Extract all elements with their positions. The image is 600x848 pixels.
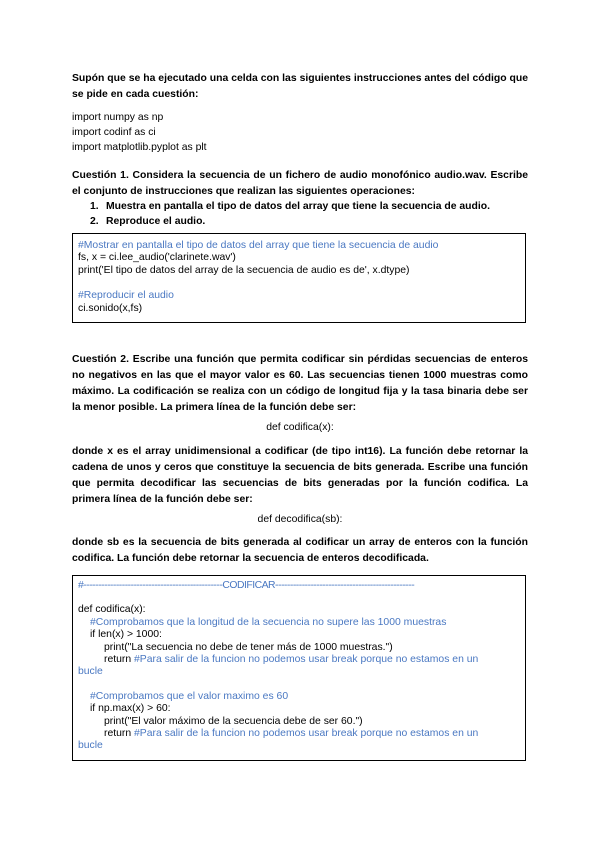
step-item: 1. Muestra en pantalla el tipo de datos del array que tiene la secuencia de audio.	[90, 201, 490, 212]
import-line: import matplotlib.pyplot as plt	[72, 142, 207, 153]
code-box-2	[72, 575, 526, 761]
intro-text: Supón que se ha ejecutado una celda con las siguientes instrucciones antes del código que se pide en cada cuestión:	[72, 73, 528, 100]
code-box-1	[72, 233, 526, 323]
code-line: def codifica(x):	[78, 604, 146, 616]
import-line: import codinf as ci	[72, 127, 156, 138]
code-comment: #Mostrar en pantalla el tipo de datos del array que tiene la secuencia de audio	[78, 240, 439, 251]
code-comment: #Comprobamos que el valor maximo es 60	[90, 690, 289, 702]
code-line: if len(x) > 1000:	[90, 629, 162, 641]
code-comment-wrap: bucle	[78, 666, 103, 678]
code-line: return #Para salir de la funcion no podemos usar break porque no estamos en un	[104, 728, 479, 740]
step-item: 2. Reproduce el audio.	[90, 216, 206, 227]
import-line: import numpy as np	[72, 112, 164, 123]
code-comment: #Reproducir el audio	[78, 290, 174, 302]
signature-codifica: def codifica(x):	[266, 422, 334, 433]
import-list	[72, 110, 528, 155]
code-line: fs, x = ci.lee_audio('clarinete.wav')	[78, 252, 236, 264]
code-line: ci.sonido(x,fs)	[78, 302, 143, 314]
code-line: if np.max(x) > 60:	[90, 703, 171, 715]
question-1-steps	[72, 199, 528, 229]
code-line: return #Para salir de la funcion no podemos usar break porque no estamos en un	[104, 654, 479, 666]
question-1-text: Cuestión 1. Considera la secuencia de un fichero de audio monofónico audio.wav. Escribe el conjunto de instrucciones que realizan las siguientes operaciones:	[72, 170, 528, 197]
code-comment-wrap: bucle	[78, 740, 103, 752]
signature-decodifica: def decodifica(sb):	[257, 514, 343, 525]
question-2-text-3: donde sb es la secuencia de bits generada al codificar un array de enteros con la función codifica. La función debe retornar la secuencia de enteros decodificada.	[72, 537, 528, 564]
code-line: print("La secuencia no debe de tener más de 1000 muestras.")	[104, 641, 393, 653]
code-header: #-----------------------------------------------CODIFICAR-----------------------------------------------	[78, 580, 415, 591]
code-comment: #Comprobamos que la longitud de la secuencia no supere las 1000 muestras	[90, 616, 447, 628]
code-line: print("El valor máximo de la secuencia debe de ser 60.")	[104, 715, 363, 727]
question-2-text-2: donde x es el array unidimensional a codificar (de tipo int16). La función debe retornar la cadena de unos y ceros que constituye la secuencia de bits generada. Escribe una función que permita decodificar las secuencias de bits generadas por la función codifica. La primera línea de la función debe ser:	[72, 446, 528, 505]
question-2-text: Cuestión 2. Escribe una función que permita codificar sin pérdidas secuencias de enteros no negativos en las que el mayor valor es 60. Las secuencias tienen 1000 muestras como máximo. La codificación se realiza con un código de longitud fija y la tasa binaria debe ser la menor posible. La primera línea de la función debe ser:	[72, 354, 528, 413]
code-line: print('El tipo de datos del array de la secuencia de audio es de', x.dtype)	[78, 264, 410, 276]
